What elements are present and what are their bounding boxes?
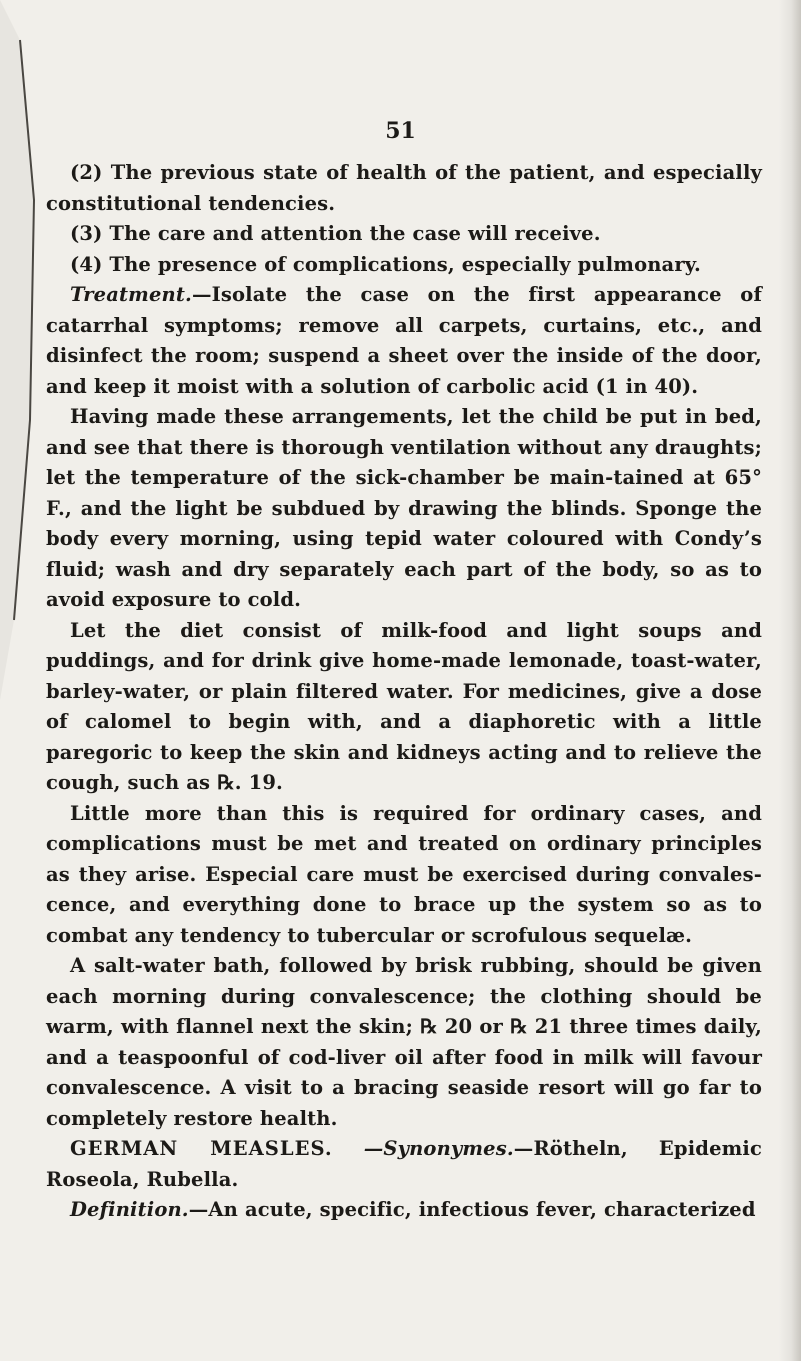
- paragraph-factor-2: (2) The previous state of health of the patient, and especially constitutional tendencies.: [46, 161, 762, 215]
- definition-label: Definition.: [70, 1198, 189, 1221]
- german-measles-heading: GERMAN MEASLES.: [70, 1137, 333, 1160]
- paragraph-german-measles: GERMAN MEASLES. —Synonymes.—Rötheln, Epidemic Roseola, Rubella.: [46, 1137, 762, 1191]
- page-edge-shadow-right: [779, 0, 801, 1361]
- body-text: [46, 158, 762, 1226]
- paragraph-factor-4: (4) The presence of complications, especially pulmonary.: [70, 252, 701, 276]
- paragraph-complications: Little more than this is required for ordinary cases, and complications must be met and treated on ordinary principles as they arise. Especial care must be exercised during convales-cence, and everything done to brace up the system so as to combat any tendency to tubercular or scrofulous sequelæ.: [46, 801, 762, 947]
- synonymes-label: —Synonymes.: [363, 1137, 514, 1160]
- paragraph-factor-3: (3) The care and attention the case will receive.: [70, 222, 601, 245]
- paragraph-treatment: Treatment.—Isolate the case on the first appearance of catarrhal symptoms; remove all carpets, curtains, etc., and disinfect the room; suspend a sheet over the inside of the door, and keep it moist with a solution of carbolic acid (1 in 40).: [46, 283, 762, 398]
- paragraph-diet: Let the diet consist of milk-food and light soups and puddings, and for drink give home-made lemonade, toast-water, barley-water, or plain filtered water. For medicines, give a dose of calomel to begin with, and a diaphoretic with a little paregoric to keep the skin and kidneys acting and to relieve the cough, such as ℞. 19.: [46, 618, 762, 794]
- paragraph-arrangements: Having made these arrangements, let the child be put in bed, and see that there is thorough ventilation without any draughts; let the temperature of the sick-chamber be main-tained at 65° F., and the light be subdued by drawing the blinds. Sponge the body every morning, using tepid water coloured with Condy’s fluid; wash and dry separately each part of the body, so as to avoid exposure to cold.: [46, 405, 762, 611]
- treatment-label: Treatment.: [70, 283, 192, 306]
- paragraph-convalescence: A salt-water bath, followed by brisk rubbing, should be given each morning during convalescence; the clothing should be warm, with flannel next the skin; ℞ 20 or ℞ 21 three times daily, and a teaspoonful of cod-liver oil after food in milk will favour convalescence. A visit to a bracing seaside resort will go far to completely restore health.: [46, 954, 762, 1130]
- paragraph-definition: Definition.—An acute, specific, infectious fever, characterized: [70, 1198, 756, 1221]
- page-number: 51: [385, 118, 416, 144]
